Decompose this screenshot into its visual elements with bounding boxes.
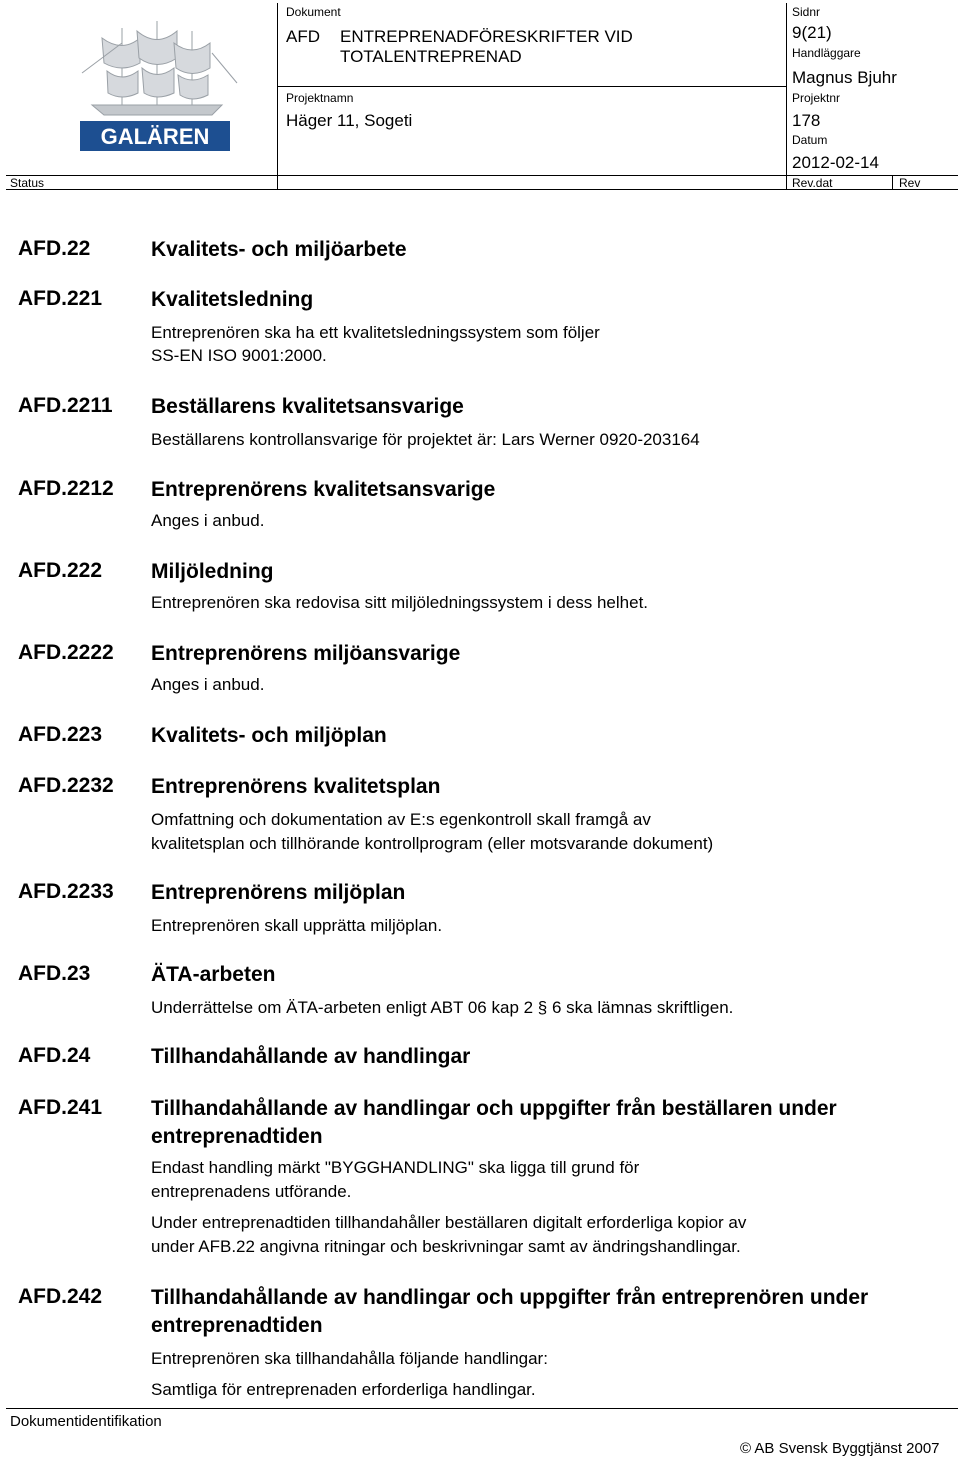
section-code: AFD.2232 [18,774,114,797]
section-title: Beställarens kvalitetsansvarige [151,395,464,418]
galaren-logo [62,13,242,153]
sidnr-value: 9(21) [792,23,832,42]
section-text: entreprenadens utförande. [151,1182,352,1201]
section-title: Kvalitets- och miljöarbete [151,238,407,261]
section-title: Entreprenörens miljöansvarige [151,642,461,665]
section-code: AFD.242 [18,1285,103,1308]
section-text: Underrättelse om ÄTA-arbeten enligt ABT 06 kap 2 § 6 ska lämnas skriftligen. [151,998,734,1017]
handlaggare-label: Handläggare [792,46,861,60]
section-text: Entreprenören skall upprätta miljöplan. [151,916,443,935]
dokument-code: AFD [286,27,320,46]
section-title: Miljöledning [151,560,274,583]
section-text: Endast handling märkt "BYGGHANDLING" ska ligga till grund för [151,1158,640,1177]
section-code: AFD.22 [18,237,91,260]
section-title: Kvalitets- och miljöplan [151,724,387,747]
ship-icon [62,13,242,153]
rev-label: Rev [899,176,921,190]
projektnr-label: Projektnr [792,91,841,105]
status-label: Status [10,176,45,190]
section-text: Samtliga för entreprenaden erforderliga handlingar. [151,1380,536,1399]
projektnr-value: 178 [792,111,821,130]
header-divider [892,175,893,189]
copyright-text: AB Svensk Byggtjänst 2007 [754,1440,940,1457]
sidnr-label: Sidnr [792,5,821,19]
section-title: Tillhandahållande av handlingar [151,1045,471,1068]
section-title: Kvalitetsledning [151,288,314,311]
section-text: Anges i anbud. [151,511,265,530]
copyright-icon: © [740,1440,752,1457]
document-header [6,3,958,191]
section-title: ÄTA-arbeten [151,963,276,986]
datum-value: 2012-02-14 [792,153,879,172]
copyright-notice [740,1440,940,1457]
section-code: AFD.2211 [18,394,113,417]
footer-divider [6,1408,958,1409]
section-text: Entreprenören ska tillhandahålla följande handlingar: [151,1349,548,1368]
section-title: Entreprenörens miljöplan [151,881,406,904]
document-id-label: Dokumentidentifikation [10,1413,162,1430]
projektnamn-value: Häger 11, Sogeti [286,111,413,130]
section-code: AFD.2212 [18,477,114,500]
section-code: AFD.241 [18,1096,103,1119]
dokument-label: Dokument [286,5,341,19]
logo-text: GALÄREN [100,124,210,149]
section-code: AFD.223 [18,723,103,746]
datum-label: Datum [792,133,828,147]
section-text: Omfattning och dokumentation av E:s egenkontroll skall framgå av [151,810,651,829]
section-code: AFD.221 [18,287,103,310]
section-text: Under entreprenadtiden tillhandahåller beställaren digitalt erforderliga kopior av [151,1213,747,1232]
handlaggare-value: Magnus Bjuhr [792,68,897,87]
section-text: Entreprenören ska redovisa sitt miljöledningssystem i dess helhet. [151,593,649,612]
section-title: Entreprenörens kvalitetsplan [151,775,441,798]
header-divider [786,3,787,189]
section-code: AFD.2222 [18,641,114,664]
revdat-label: Rev.dat [792,176,833,190]
projektnamn-label: Projektnamn [286,91,354,105]
section-text: Entreprenören ska ha ett kvalitetsledningssystem som följer [151,323,600,342]
dokument-title: ENTREPRENADFÖRESKRIFTER VID TOTALENTREPRENAD [340,27,633,66]
section-title: Tillhandahållande av handlingar och uppgifter från beställaren under entreprenadtiden [151,1097,837,1148]
section-text: Beställarens kontrollansvarige för projektet är: Lars Werner 0920-203164 [151,430,700,449]
section-code: AFD.222 [18,559,103,582]
section-title: Tillhandahållande av handlingar och uppgifter från entreprenören under entreprenadtiden [151,1286,869,1337]
header-divider [277,3,278,189]
section-code: AFD.23 [18,962,91,985]
section-title: Entreprenörens kvalitetsansvarige [151,478,496,501]
header-divider [277,86,786,87]
section-text: Anges i anbud. [151,675,265,694]
section-code: AFD.24 [18,1044,91,1067]
section-code: AFD.2233 [18,880,114,903]
section-text: under AFB.22 angivna ritningar och beskrivningar samt av ändringshandlingar. [151,1237,741,1256]
section-text: SS-EN ISO 9001:2000. [151,346,327,365]
section-text: kvalitetsplan och tillhörande kontrollprogram (eller motsvarande dokument) [151,834,714,853]
